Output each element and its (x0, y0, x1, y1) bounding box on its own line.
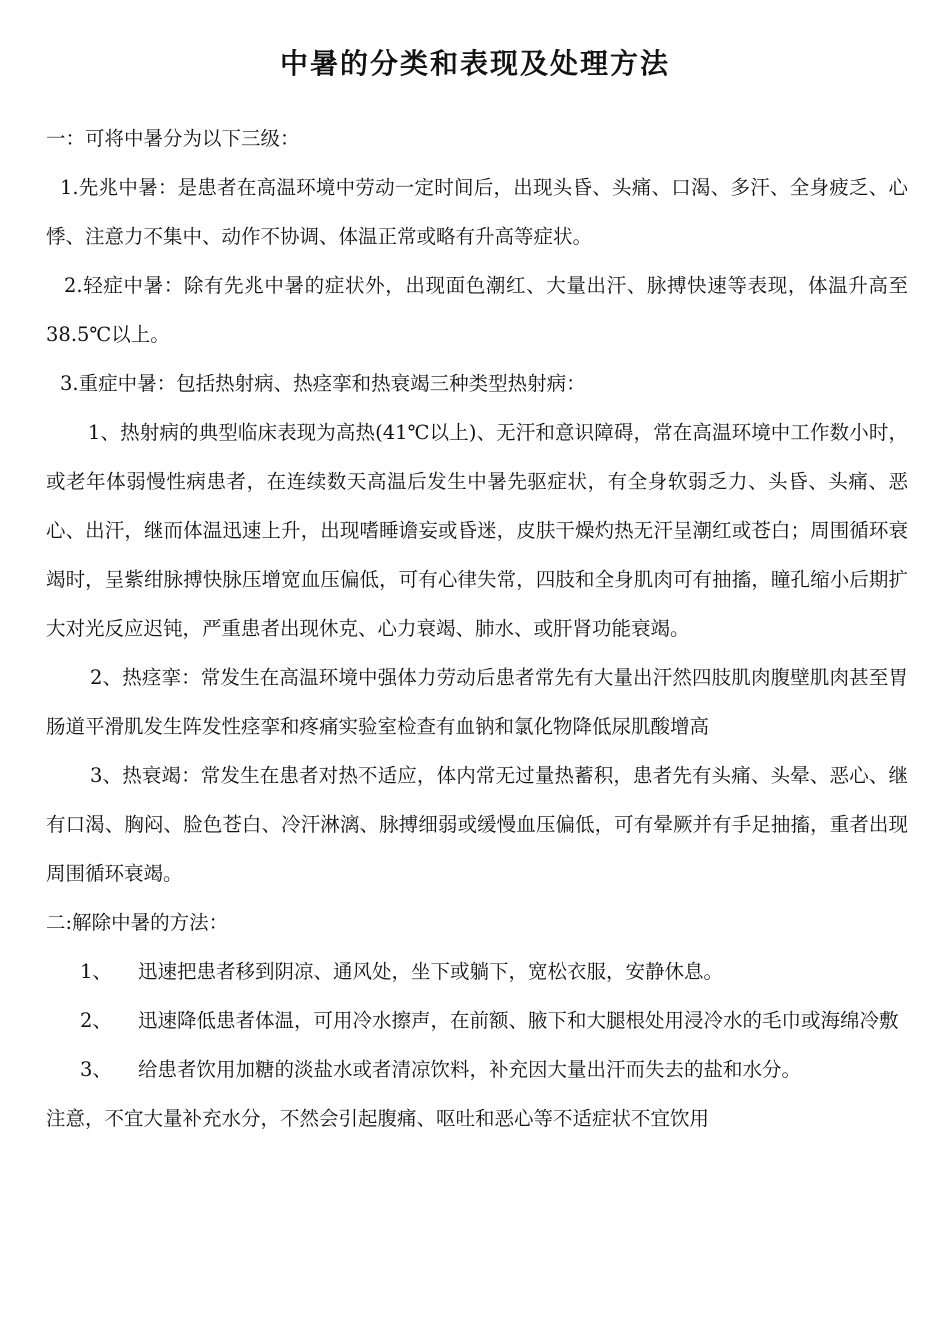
treatment-item-2 (46, 996, 908, 1045)
list-text: 迅速把患者移到阴凉、通风处，坐下或躺下，宽松衣服，安静休息。 (138, 960, 724, 983)
section2-heading: 二:解除中暑的方法： (46, 911, 229, 934)
severe-subitem-3: 3、热衰竭：常发生在患者对热不适应，体内常无过量热蓄积，患者先有头痛、头晕、恶心、继有口渴、胸闷、脸色苍白、冷汗淋漓、脉搏细弱或缓慢血压偏低，可有晕厥并有手足抽搐，重者出现周围循环衰竭。 (46, 764, 908, 885)
classification-item-3: 3.重症中暑：包括热射病、热痉挛和热衰竭三种类型热射病： (60, 372, 586, 395)
list-text: 迅速降低患者体温，可用冷水擦声，在前额、腋下和大腿根处用浸冷水的毛巾或海绵冷敷 (138, 1009, 899, 1032)
document-title: 中暑的分类和表现及处理方法 (279, 47, 670, 80)
list-text: 给患者饮用加糖的淡盐水或者清凉饮料，补充因大量出汗而失去的盐和水分。 (138, 1058, 802, 1081)
list-number: 3、 (80, 1058, 112, 1081)
treatment-item-1 (46, 947, 908, 996)
severe-subitem-2: 2、热痉挛：常发生在高温环境中强体力劳动后患者常先有大量出汗然四肢肌肉腹壁肌肉甚至胃肠道平滑肌发生阵发性痉挛和疼痛实验室检查有血钠和氯化物降低尿肌酸增高 (46, 666, 908, 738)
classification-item-2: 2.轻症中暑：除有先兆中暑的症状外，出现面色潮红、大量出汗、脉搏快速等表现，体温升高至 38.5℃以上。 (46, 274, 908, 346)
document-body (46, 114, 908, 1143)
severe-subitem-1: 1、热射病的典型临床表现为高热(41℃以上)、无汗和意识障碍，常在高温环境中工作数小时，或老年体弱慢性病患者，在连续数天高温后发生中暑先驱症状，有全身软弱乏力、头昏、头痛、恶心、出汗，继而体温迅速上升，出现嗜睡谵妄或昏迷，皮肤干燥灼热无汗呈潮红或苍白；周围循环衰竭时，呈紫绀脉搏快脉压增宽血压偏低，可有心律失常，四肢和全身肌肉可有抽搐，瞳孔缩小后期扩大对光反应迟钝，严重患者出现休克、心力衰竭、肺水、或肝肾功能衰竭。 (46, 421, 908, 640)
treatment-note: 注意，不宜大量补充水分，不然会引起腹痛、呕吐和恶心等不适症状不宜饮用 (46, 1107, 710, 1130)
list-number: 1、 (80, 960, 112, 983)
section1-heading: 一：可将中暑分为以下三级： (46, 127, 300, 150)
list-number: 2、 (80, 1009, 112, 1032)
classification-item-1: 1.先兆中暑：是患者在高温环境中劳动一定时间后，出现头昏、头痛、口渴、多汗、全身疲乏、心悸、注意力不集中、动作不协调、体温正常或略有升高等症状。 (46, 176, 908, 248)
treatment-item-3 (46, 1045, 908, 1094)
